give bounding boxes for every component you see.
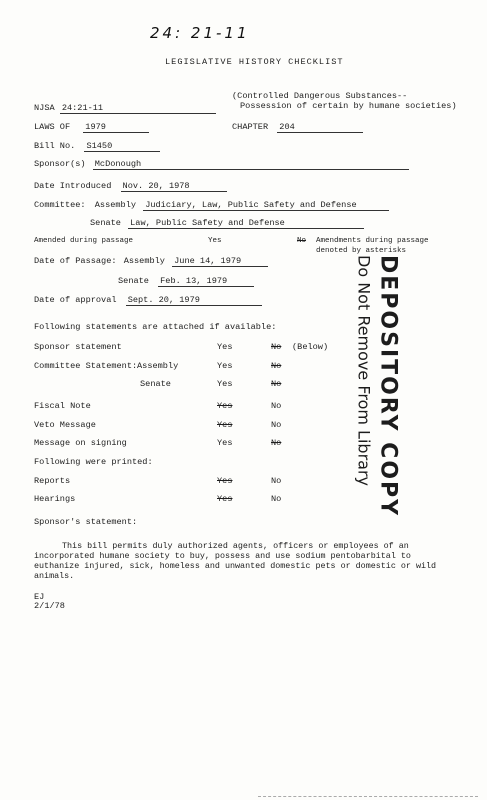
statement-label: Sponsor statement bbox=[34, 342, 122, 352]
statement-no: No bbox=[271, 401, 282, 411]
amended-note-1: Amendments during passage bbox=[316, 237, 429, 245]
statement-yes: Yes bbox=[217, 379, 233, 389]
committee-assembly-label: Assembly bbox=[94, 200, 137, 210]
approval-label: Date of approval bbox=[34, 295, 117, 305]
passage-assembly-label: Assembly bbox=[123, 256, 165, 266]
passage-assembly-value: June 14, 1979 bbox=[172, 257, 268, 267]
statement-label: Fiscal Note bbox=[34, 401, 91, 411]
statement-label: Veto Message bbox=[34, 420, 96, 430]
statement-yes: Yes bbox=[217, 401, 233, 411]
committee-assembly-field bbox=[34, 201, 389, 211]
laws-of-value: 1979 bbox=[83, 123, 149, 133]
date-introduced-field bbox=[34, 182, 227, 192]
committee-assembly-value: Judiciary, Law, Public Safety and Defense bbox=[143, 201, 389, 211]
statement-no: No bbox=[271, 342, 282, 352]
statement-no: No bbox=[271, 420, 282, 430]
amended-yes: Yes bbox=[208, 237, 222, 245]
approval-field bbox=[34, 296, 262, 306]
njsa-label: NJSA bbox=[34, 103, 55, 113]
sponsor-statement-text: This bill permits duly authorized agents, officers or employees of an incorporated humane society to buy, possess and use sodium pentobarbital to euthanize injured, sick, homeless and unwanted domestic pets or domestic or wild animals. bbox=[34, 541, 437, 582]
passage-assembly-field bbox=[34, 257, 268, 267]
printed-no: No bbox=[271, 476, 282, 486]
amended-note-2: denoted by asterisks bbox=[316, 247, 407, 255]
sponsors-value: McDonough bbox=[93, 160, 409, 170]
statement-yes: Yes bbox=[217, 361, 233, 371]
subject-line-2: Possession of certain by humane societies) bbox=[240, 101, 457, 111]
statement-sub: Assembly bbox=[137, 361, 179, 371]
committee-senate-field bbox=[90, 219, 364, 229]
page-title: LEGISLATIVE HISTORY CHECKLIST bbox=[165, 57, 344, 67]
bill-no-field bbox=[34, 142, 160, 152]
printed-heading: Following were printed: bbox=[34, 457, 153, 467]
statement-no: No bbox=[271, 438, 282, 448]
chapter-field bbox=[232, 123, 363, 133]
statement-extra: (Below) bbox=[292, 342, 329, 352]
bill-no-label: Bill No. bbox=[34, 141, 76, 151]
amended-label: Amended during passage bbox=[34, 237, 134, 245]
printed-yes: Yes bbox=[217, 494, 233, 504]
handwritten-citation: 24: 21-11 bbox=[150, 24, 250, 42]
sponsors-field bbox=[34, 160, 409, 170]
stamp-line-1: DEPOSITORY COPY bbox=[375, 255, 401, 518]
amended-no: No bbox=[297, 237, 307, 245]
printed-no: No bbox=[271, 494, 282, 504]
committee-label: Committee: bbox=[34, 200, 86, 210]
statement-yes: Yes bbox=[217, 438, 233, 448]
printed-label: Reports bbox=[34, 476, 71, 486]
statement-label: Message on signing bbox=[34, 438, 127, 448]
bottom-dashed-line bbox=[258, 796, 478, 797]
passage-senate-label: Senate bbox=[118, 276, 149, 286]
statement-yes: Yes bbox=[217, 420, 233, 430]
statement-yes: Yes bbox=[217, 342, 233, 352]
initials: EJ bbox=[34, 592, 45, 602]
printed-label: Hearings bbox=[34, 494, 76, 504]
chapter-label: CHAPTER bbox=[232, 122, 269, 132]
chapter-value: 204 bbox=[277, 123, 363, 133]
approval-value: Sept. 20, 1979 bbox=[126, 296, 262, 306]
statement-no: No bbox=[271, 361, 282, 371]
statement-no: No bbox=[271, 379, 282, 389]
committee-senate-value: Law, Public Safety and Defense bbox=[128, 219, 364, 229]
passage-senate-value: Feb. 13, 1979 bbox=[158, 277, 254, 287]
passage-senate-field bbox=[118, 277, 254, 287]
printed-yes: Yes bbox=[217, 476, 233, 486]
sponsors-label: Sponsor(s) bbox=[34, 159, 86, 169]
date-introduced-label: Date Introduced bbox=[34, 181, 112, 191]
passage-label: Date of Passage: bbox=[34, 256, 117, 266]
statement-label: Committee Statement: bbox=[34, 361, 138, 371]
subject-line-1: (Controlled Dangerous Substances-- bbox=[232, 91, 408, 101]
attached-heading: Following statements are attached if available: bbox=[34, 322, 277, 332]
statement-sub: Senate bbox=[140, 379, 171, 389]
committee-senate-label: Senate bbox=[90, 218, 121, 228]
njsa-value: 24:21-11 bbox=[60, 104, 216, 114]
initials-date: 2/1/78 bbox=[34, 601, 65, 611]
stamp-line-2: Do Not Remove From Library bbox=[354, 255, 374, 486]
laws-of-label: LAWS OF bbox=[34, 122, 71, 132]
njsa-field bbox=[34, 104, 216, 114]
sponsor-statement-heading: Sponsor's statement: bbox=[34, 517, 138, 527]
bill-no-value: S1450 bbox=[84, 142, 160, 152]
date-introduced-value: Nov. 20, 1978 bbox=[121, 182, 227, 192]
laws-of-field bbox=[34, 123, 149, 133]
